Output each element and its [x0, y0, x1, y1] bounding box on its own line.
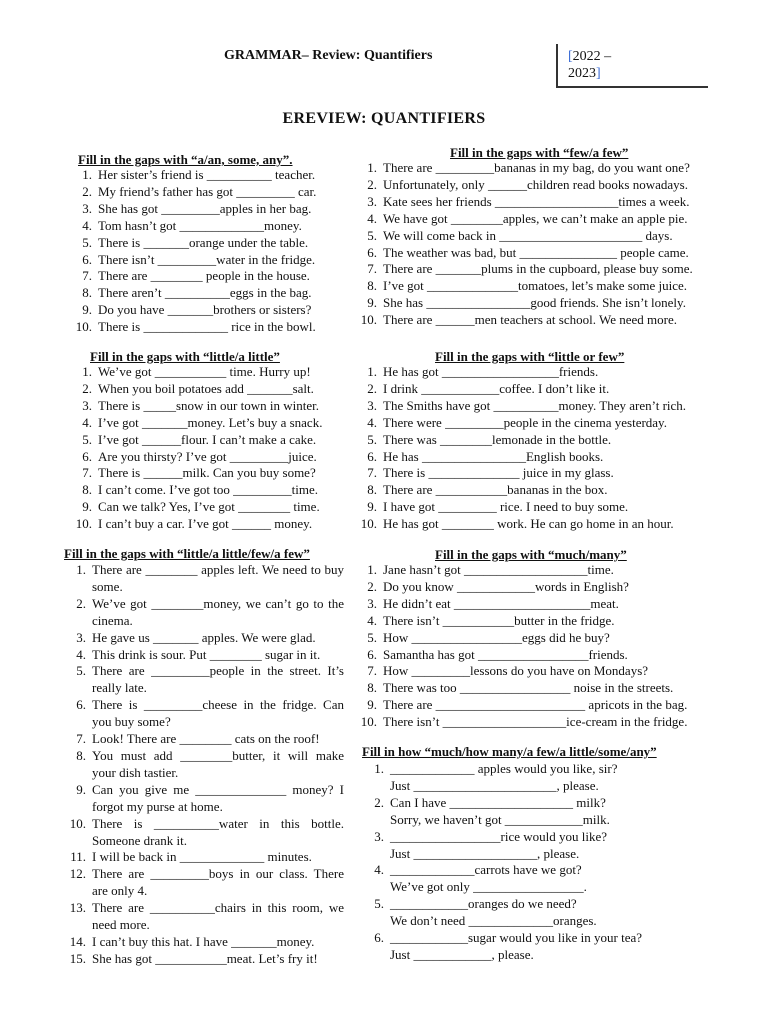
item-number: 1.: [82, 167, 92, 182]
exercise-item: [70, 482, 342, 499]
item-text: How _________lessons do you have on Mondays?: [383, 663, 649, 679]
item-text: There was ________lemonade in the bottle.: [383, 431, 612, 447]
exercise-item: [362, 862, 742, 896]
exercise-item: [64, 596, 344, 630]
item-number: 6.: [367, 244, 377, 260]
item-number: 2.: [367, 176, 377, 192]
exercise-item: [355, 465, 727, 482]
item-number: 2.: [374, 794, 384, 810]
exercise-item: [355, 381, 727, 398]
item-number: 10.: [360, 516, 377, 532]
item-text: He has got __________________friends.: [383, 364, 599, 379]
item-text: Look! There are ________ cats on the roof!: [92, 731, 320, 747]
item-answer: Sorry, we haven’t got ____________milk.: [390, 811, 610, 827]
section-few-a-few: [355, 145, 747, 329]
item-text: She has got _________apples in her bag.: [98, 200, 312, 216]
exercise-item: [355, 697, 727, 714]
item-text: I can’t buy this hat. I have _______money.: [92, 933, 315, 949]
item-text: I have got _________ rice. I need to buy some.: [383, 499, 629, 515]
item-text: There are _______plums in the cupboard, please buy some.: [383, 261, 693, 277]
item-number: 2.: [76, 595, 86, 611]
item-number: 5.: [367, 629, 377, 645]
section-how-much-how-many: [362, 744, 742, 964]
item-number: 6.: [82, 448, 92, 464]
exercise-list: [355, 364, 727, 533]
exercise-item: [64, 562, 344, 596]
item-text: I’ve got ______________tomatoes, let’s make some juice.: [383, 278, 687, 294]
section-much-many: [355, 547, 727, 731]
exercise-item: [64, 951, 344, 968]
item-number: 4.: [367, 612, 377, 628]
exercise-item: [70, 364, 342, 381]
exercise-item: [355, 211, 747, 228]
exercise-item: [70, 319, 342, 336]
item-text: Tom hasn’t got _____________money.: [98, 217, 302, 233]
exercise-item: [70, 465, 342, 482]
item-number: 4.: [367, 414, 377, 430]
item-number: 4.: [367, 210, 377, 226]
item-question: _________________rice would you like?: [390, 828, 607, 844]
item-number: 7.: [367, 663, 377, 679]
item-number: 9.: [82, 302, 92, 318]
item-text: Can we talk? Yes, I’ve got ________ time.: [98, 499, 320, 515]
exercise-item: [362, 761, 742, 795]
section-title: Fill in the gaps with “little/a little”: [90, 349, 280, 364]
item-number: 4.: [76, 646, 86, 662]
exercise-item: [70, 449, 342, 466]
item-number: 1.: [374, 761, 384, 776]
item-text: I will be back in _____________ minutes.: [92, 849, 312, 865]
item-answer: Just ____________, please.: [390, 946, 534, 962]
item-number: 3.: [374, 828, 384, 844]
exercise-list: [362, 761, 742, 964]
item-text: There are ______men teachers at school. We need more.: [383, 312, 677, 328]
item-text: I can’t come. I’ve got too _________time.: [98, 482, 318, 498]
item-text: There is _______orange under the table.: [98, 234, 309, 250]
exercise-item: [355, 177, 747, 194]
year-box: [556, 44, 708, 88]
item-text: I drink ____________coffee. I don’t like it.: [383, 380, 610, 396]
item-answer: Just ______________________, please.: [390, 777, 599, 793]
exercise-item: [70, 516, 342, 533]
item-text: The Smiths have got __________money. They aren’t rich.: [383, 397, 687, 413]
item-text: This drink is sour. Put ________ sugar in it.: [92, 646, 321, 662]
item-text: He has ________________English books.: [383, 448, 604, 464]
item-text: You must add ________butter, it will make your dish tastier.: [92, 747, 344, 780]
exercise-item: [355, 663, 727, 680]
exercise-item: [355, 680, 727, 697]
item-text: I’ve got _______money. Let’s buy a snack.: [98, 414, 323, 430]
item-number: 7.: [82, 268, 92, 284]
item-number: 3.: [82, 200, 92, 216]
exercise-item: [355, 579, 727, 596]
exercise-item: [70, 381, 342, 398]
item-number: 5.: [367, 431, 377, 447]
item-text: There are ___________bananas in the box.: [383, 482, 608, 498]
item-number: 1.: [367, 562, 377, 577]
item-text: When you boil potatoes add _______salt.: [98, 380, 314, 396]
item-answer: We don’t need _____________oranges.: [390, 913, 597, 929]
exercise-item: [64, 647, 344, 664]
item-text: Can you give me ______________ money? I forgot my purse at home.: [92, 781, 344, 814]
item-text: My friend’s father has got _________ car.: [98, 183, 317, 199]
item-number: 10.: [69, 815, 86, 831]
item-text: She has ________________good friends. She isn’t lonely.: [383, 295, 686, 311]
item-number: 4.: [82, 217, 92, 233]
exercise-item: [355, 160, 747, 177]
item-text: He has got ________ work. He can go home in an hour.: [383, 516, 674, 532]
exercise-item: [355, 194, 747, 211]
exercise-item: [355, 516, 727, 533]
item-text: There is __________water in this bottle. Someone drank it.: [92, 815, 344, 848]
item-text: There are _________people in the street. It’s really late.: [92, 663, 344, 696]
exercise-item: [64, 934, 344, 951]
exercise-item: [64, 900, 344, 934]
item-text: He gave us _______ apples. We were glad.: [92, 629, 316, 645]
exercise-item: [64, 630, 344, 647]
exercise-list: [355, 562, 727, 731]
exercise-item: [362, 795, 742, 829]
item-number: 8.: [76, 747, 86, 763]
item-number: 4.: [82, 414, 92, 430]
item-number: 8.: [82, 285, 92, 301]
item-number: 2.: [367, 380, 377, 396]
exercise-list: [70, 364, 342, 533]
section-little-or-few: [355, 349, 727, 539]
item-text: Jane hasn’t got ___________________time.: [383, 562, 614, 577]
item-text: There is _________cheese in the fridge. Can you buy some?: [92, 697, 344, 730]
section-title: Fill in how “much/how many/a few/a little/some/any”: [362, 744, 657, 759]
item-number: 2.: [82, 380, 92, 396]
item-text: Unfortunately, only ______children read books nowadays.: [383, 176, 688, 192]
item-text: Her sister’s friend is __________ teacher.: [98, 167, 316, 182]
exercise-item: [64, 849, 344, 866]
item-text: There are ________ people in the house.: [98, 268, 310, 284]
exercise-item: [355, 596, 727, 613]
item-number: 9.: [76, 781, 86, 797]
item-number: 7.: [76, 731, 86, 747]
item-number: 8.: [82, 482, 92, 498]
item-text: Are you thirsty? I’ve got _________juice.: [98, 448, 317, 464]
item-question: _____________carrots have we got?: [390, 862, 582, 878]
exercise-item: [355, 278, 747, 295]
item-number: 6.: [367, 448, 377, 464]
exercise-item: [355, 630, 727, 647]
item-number: 10.: [360, 312, 377, 328]
exercise-item: [362, 829, 742, 863]
item-text: I’ve got ______flour. I can’t make a cake.: [98, 431, 317, 447]
item-text: There are ________ apples left. We need to buy some.: [92, 562, 344, 594]
item-number: 8.: [367, 680, 377, 696]
section-little-a-little: [70, 349, 342, 539]
section-title: Fill in the gaps with “a/an, some, any”.: [78, 152, 293, 167]
item-number: 7.: [367, 261, 377, 277]
exercise-item: [70, 252, 342, 269]
exercise-item: [355, 228, 747, 245]
item-text: There isn’t ___________________ice-cream in the fridge.: [383, 714, 688, 730]
item-number: 1.: [367, 160, 377, 175]
item-number: 3.: [367, 595, 377, 611]
section-title: Fill in the gaps with “much/many”: [435, 547, 627, 562]
exercise-item: [64, 663, 344, 697]
item-number: 2.: [82, 183, 92, 199]
item-number: 9.: [367, 295, 377, 311]
section-title: Fill in the gaps with “little or few”: [435, 349, 625, 364]
item-number: 6.: [374, 930, 384, 946]
item-answer: We’ve got only _________________.: [390, 879, 587, 895]
exercise-item: [70, 302, 342, 319]
page-title: EREVIEW: QUANTIFIERS: [282, 110, 486, 127]
item-number: 1.: [367, 364, 377, 379]
item-number: 7.: [367, 465, 377, 481]
item-text: We have got ________apples, we can’t make an apple pie.: [383, 210, 688, 226]
item-text: We’ve got ________money, we can’t go to the cinema.: [92, 595, 344, 628]
item-number: 3.: [367, 397, 377, 413]
item-text: There is ______________ juice in my glass.: [383, 465, 614, 481]
exercise-item: [362, 896, 742, 930]
item-number: 6.: [76, 697, 86, 713]
exercise-item: [355, 714, 727, 731]
item-number: 10.: [75, 516, 92, 532]
item-number: 5.: [367, 227, 377, 243]
item-number: 8.: [367, 482, 377, 498]
exercise-item: [64, 748, 344, 782]
item-number: 8.: [367, 278, 377, 294]
item-text: There is ______milk. Can you buy some?: [98, 465, 316, 481]
item-answer: Just ___________________, please.: [390, 845, 580, 861]
exercise-item: [355, 415, 727, 432]
item-number: 14.: [69, 933, 86, 949]
exercise-item: [70, 201, 342, 218]
exercise-item: [355, 647, 727, 664]
section-title: Fill in the gaps with “few/a few”: [450, 145, 629, 160]
item-number: 9.: [82, 499, 92, 515]
exercise-list: [70, 167, 342, 336]
item-number: 4.: [374, 862, 384, 878]
item-text: I can’t buy a car. I’ve got ______ money.: [98, 516, 313, 532]
item-text: There is _____________ rice in the bowl.: [98, 319, 316, 335]
exercise-item: [70, 218, 342, 235]
item-number: 1.: [76, 562, 86, 577]
section-a-an-some-any: [70, 152, 342, 336]
exercise-item: [355, 613, 727, 630]
item-number: 3.: [367, 193, 377, 209]
exercise-item: [355, 432, 727, 449]
exercise-item: [70, 285, 342, 302]
item-text: How _________________eggs did he buy?: [383, 629, 610, 645]
exercise-item: [355, 562, 727, 579]
item-text: Do you know ____________words in English?: [383, 578, 629, 594]
exercise-item: [355, 312, 747, 329]
item-number: 12.: [69, 866, 86, 882]
exercise-item: [64, 697, 344, 731]
section-little-few-mixed: [64, 546, 344, 968]
item-text: He didn’t eat _____________________meat.: [383, 595, 619, 611]
exercise-item: [70, 268, 342, 285]
item-number: 5.: [82, 431, 92, 447]
header-title: GRAMMAR– Review: Quantifiers: [224, 48, 433, 63]
exercise-item: [64, 782, 344, 816]
exercise-item: [64, 866, 344, 900]
exercise-list: [355, 160, 747, 329]
item-text: There was too _________________ noise in the streets.: [383, 680, 674, 696]
item-number: 6.: [82, 251, 92, 267]
exercise-item: [355, 245, 747, 262]
item-question: _____________ apples would you like, sir?: [390, 761, 618, 776]
item-number: 5.: [374, 896, 384, 912]
exercise-item: [355, 449, 727, 466]
item-number: 5.: [76, 663, 86, 679]
item-number: 10.: [75, 319, 92, 335]
exercise-item: [355, 295, 747, 312]
item-text: Samantha has got _________________friends.: [383, 646, 628, 662]
item-text: We will come back in ______________________ days.: [383, 227, 673, 243]
item-text: There are _________bananas in my bag, do you want one?: [383, 160, 690, 175]
item-number: 15.: [69, 950, 86, 966]
item-number: 11.: [70, 849, 86, 865]
exercise-item: [70, 415, 342, 432]
item-text: There isn’t _________water in the fridge.: [98, 251, 316, 267]
item-text: There aren’t __________eggs in the bag.: [98, 285, 312, 301]
item-number: 5.: [82, 234, 92, 250]
item-text: Kate sees her friends ___________________times a week.: [383, 193, 690, 209]
exercise-item: [70, 167, 342, 184]
item-number: 2.: [367, 578, 377, 594]
exercise-item: [70, 432, 342, 449]
item-number: 3.: [82, 397, 92, 413]
item-text: There are __________chairs in this room, we need more.: [92, 900, 344, 933]
item-text: There is _____snow in our town in winter.: [98, 397, 319, 413]
item-number: 13.: [69, 900, 86, 916]
exercise-item: [355, 261, 747, 278]
exercise-item: [355, 364, 727, 381]
item-text: We’ve got ___________ time. Hurry up!: [98, 364, 311, 379]
item-number: 9.: [367, 499, 377, 515]
exercise-item: [70, 235, 342, 252]
exercise-item: [362, 930, 742, 964]
exercise-item: [64, 731, 344, 748]
item-text: There are _______________________ apricots in the bag.: [383, 697, 688, 713]
item-text: She has got ___________meat. Let’s fry it!: [92, 950, 318, 966]
item-number: 9.: [367, 697, 377, 713]
item-text: The weather was bad, but _______________ people came.: [383, 244, 689, 260]
exercise-item: [70, 499, 342, 516]
exercise-item: [70, 184, 342, 201]
item-number: 1.: [82, 364, 92, 379]
exercise-item: [355, 499, 727, 516]
item-question: ____________sugar would you like in your tea?: [390, 930, 643, 946]
exercise-item: [355, 482, 727, 499]
school-year: [2022 – 2023]: [568, 49, 612, 81]
item-text: There are _________boys in our class. There are only 4.: [92, 866, 344, 899]
item-number: 6.: [367, 646, 377, 662]
item-number: 7.: [82, 465, 92, 481]
item-text: There were _________people in the cinema yesterday.: [383, 414, 667, 430]
exercise-item: [70, 398, 342, 415]
item-question: Can I have ___________________ milk?: [390, 794, 606, 810]
item-text: Do you have _______brothers or sisters?: [98, 302, 312, 318]
section-title: Fill in the gaps with “little/a little/few/a few”: [64, 546, 310, 561]
exercise-item: [355, 398, 727, 415]
item-number: 3.: [76, 629, 86, 645]
exercise-list: [64, 562, 344, 968]
item-number: 10.: [360, 714, 377, 730]
item-question: ____________oranges do we need?: [390, 896, 577, 912]
item-text: There isn’t ___________butter in the fridge.: [383, 612, 615, 628]
exercise-item: [64, 816, 344, 850]
